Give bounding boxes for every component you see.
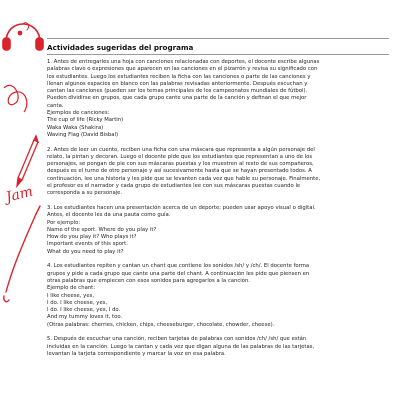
text-line: Waka Waka (Shakira) [47,124,104,131]
text-line: The cup of life (Ricky Martin) [47,117,124,124]
text-line: Name of the sport. Where do you play it? [47,226,157,233]
activity-4 [47,263,389,329]
text-line: How do you play it? Who plays it? [47,234,137,241]
title-divider [47,54,389,55]
activities-content [47,38,389,365]
text-line: incluidas en la canción. Luego la cantan y cada vez que digan alguna de las palabras de las tarjetas, [47,343,315,350]
headphones-icon [3,23,43,50]
activity-3 [47,205,389,256]
activity-5 [47,336,389,358]
paintbrush-icon [4,206,40,302]
activity-1 [47,59,389,139]
text-line: otras palabras que empiecen con esos sonidos para agregarlos a la canción. [47,277,250,284]
handwritten-jam: Jam [4,183,35,206]
text-line: Antes, el docente les da una pauta como guía. [47,212,171,219]
text-line: corresponda a su personaje. [47,190,123,197]
text-line: Waving Flag (David Bisbal) [47,131,119,138]
text-line: personajes, se pongan de pie con sus máscaras puestas y los muestren al resto de sus compañeros, [47,161,314,168]
decorative-sidebar [0,0,46,400]
text-line: los estudiantes. Luego los estudiantes reciben la ficha con las canciones o parte de las canciones y [47,73,311,80]
text-line: continuación, lee una historia y les pide que se levanten cada vez que hable su personaje. Finalmente, [47,175,321,182]
activity-2 [47,147,389,198]
text-line: el profesor es el narrador y cada grupo de estudiantes lee con sus máscaras puestas cuando le [47,183,301,190]
text-line: Important events of this sport. [47,241,128,248]
page-title: Actividades sugeridas del programa [47,43,194,52]
text-line: Ejemplos de canciones: [47,110,110,117]
text-line: 2. Antes de leer un cuento, reciben una ficha con una máscara que representa a algún personaje del [47,146,315,153]
ribbon-icon [4,85,27,112]
text-line: I like cheese, yes, [47,292,95,299]
text-line: 4. Los estudiantes repiten y cantan un chant que contiene los sonidos /sh/ y /ch/. El docente forma [47,263,310,270]
text-line: 3. Los estudiantes hacen una presentación acerca de un deporte; pueden usar apoyo visual o digital. [47,204,316,211]
text-line: después es el turno de otro personaje y así sucesivamente hasta que se hayan presentado todos. A [47,168,312,175]
text-line: llenan algunos espacios en blanco con las palabras revisadas anteriormente. Después escuchan y [47,80,308,87]
text-line: levantan la tarjeta correspondiente y marcar la voz en esa palabra. [47,350,226,357]
text-line: 1. Antes de entregarles una hoja con canciones relacionadas con deportes, el docente escribe algunas [47,59,320,65]
text-line: cantan las canciones (pueden ser los temas principales de los campeonatos mundiales de fútbol). [47,88,308,95]
text-line: Por ejemplo: [47,219,81,226]
text-line: grupos y pide a cada grupo que cante una parte del chant. A continuación les pide que piensen en [47,270,310,277]
text-line: Ejemplo de chant: [47,285,96,292]
text-line: And my tummy loves it, too. [47,314,123,321]
text-line: relato, la pintan y decoran. Luego el docente pide que los estudiantes que representan a uno de los [47,153,313,160]
text-line: palabras clave o expresiones que aparecen en las canciones en el pizarrón y revisa su significado con [47,66,318,73]
top-divider [47,38,389,39]
text-line: 5. Después de escuchar una canción, reciben tarjetas de palabras con sonidos /ch/ /sh/ que están [47,336,307,343]
text-line: I do. I like cheese, yes, I do. [47,307,121,314]
text-line: canta. [47,102,64,109]
text-line: Pueden dividirse en grupos, que cada grupo cante una parte de la canción y definan el que mejor [47,95,307,102]
text-line: (Otras palabras: cherries, chicken, chips, cheeseburger, chocolate, chowder, cheese). [47,321,275,328]
pencil-icon [17,136,38,186]
text-line: I do. I like cheese, yes, [47,299,108,306]
text-line: What do you need to play it? [47,248,124,255]
